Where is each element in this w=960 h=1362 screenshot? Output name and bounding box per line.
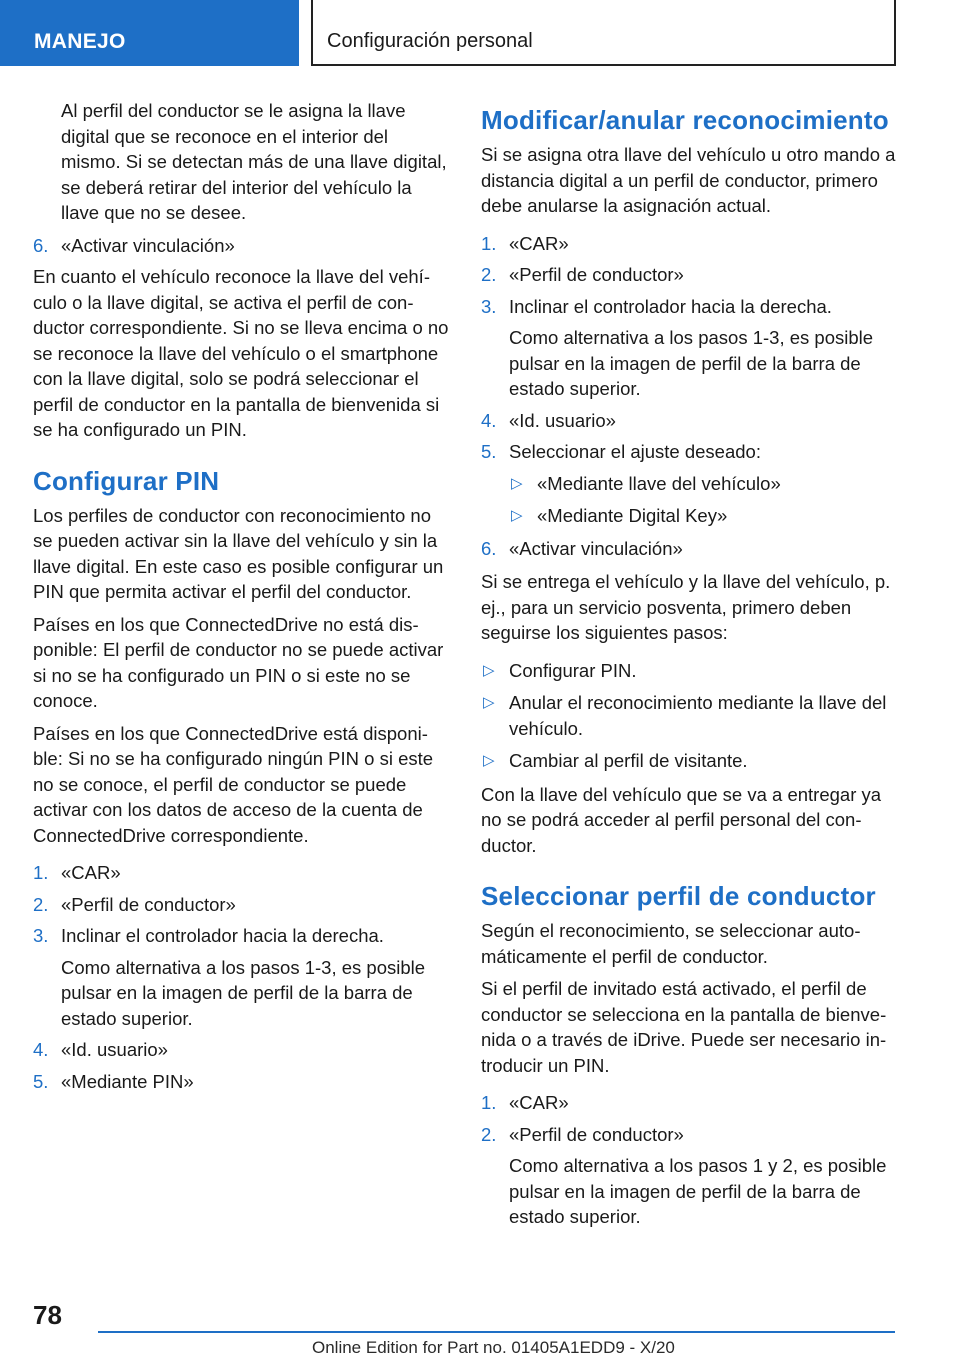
step-number: 6.	[33, 234, 49, 256]
step-number: 2.	[33, 893, 49, 915]
step-text: Seleccionar el ajuste deseado:	[509, 441, 761, 462]
list-item	[481, 262, 899, 288]
step-number: 4.	[481, 409, 497, 431]
paragraph: Países en los que ConnectedDrive no está disponible: El perfil de conductor no se puede activar si no se ha configurado un PIN o si este no se conoce.	[33, 613, 444, 711]
list-item	[481, 658, 899, 684]
paragraph: En cuanto el vehículo reconoce la llave del vehículo o la llave digital, se activa el perfil de conductor correspondiente. Si no se lleva encima o no se reconoce la llave del vehículo o el smartphone con la llave digital, solo se podrá seleccionar el perfil de conductor en la pantalla de bienvenida si se ha configurado un PIN.	[33, 266, 449, 440]
step-text: Inclinar el controlador hacia la derecha.	[61, 925, 384, 946]
step-text: «CAR»	[509, 1092, 569, 1113]
step-note: Como alternativa a los pasos 1-3, es posible pulsar en la imagen de perfil de la barra de estado superior.	[61, 956, 426, 1029]
step-text: «CAR»	[509, 232, 569, 254]
right-column	[481, 104, 899, 1238]
paragraph: Los perfiles de conductor con reconocimiento no se pueden activar sin la llave del vehículo y sin la llave digital. En este caso es posible configurar un PIN que permita activar el perfil del conductor.	[33, 504, 444, 602]
steps-list	[481, 1090, 899, 1230]
step-number: 1.	[481, 232, 497, 254]
triangle-right-icon: ▷	[483, 694, 495, 711]
paragraph: Si el perfil de invitado está activado, el perfil de conductor se selecciona en la pantalla de bienvenida o a través de iDrive. Puede ser necesario introducir un PIN.	[481, 978, 887, 1076]
paragraph: Países en los que ConnectedDrive está disponible: Si no se ha configurado ningún PIN o si este no se conoce, el perfil de conductor se puede activar con los datos de acceso de la cuenta de ConnectedDrive correspondiente.	[33, 722, 434, 846]
step-number: 1.	[481, 1092, 497, 1113]
list-item	[481, 408, 899, 434]
step-number: 3.	[481, 295, 497, 317]
paragraph: Si se asigna otra llave del vehículo u otro mando a distancia digital a un perfil de conductor, primero debe anularse la asignación actual.	[481, 144, 896, 216]
step-text: Inclinar el controlador hacia la derecha.	[509, 295, 832, 317]
list-item	[33, 860, 451, 886]
triangle-right-icon: ▷	[511, 474, 523, 492]
step-text: «CAR»	[61, 862, 121, 883]
step-text: «Id. usuario»	[509, 409, 616, 431]
list-item	[481, 1090, 899, 1116]
bullet-text: Anular el reconocimiento mediante la llave del vehículo.	[509, 692, 887, 739]
chapter-tab[interactable]: Configuración personal	[311, 0, 896, 66]
heading-seleccionar-perfil: Seleccionar perfil de conductor	[481, 881, 876, 911]
step-note: Como alternativa a los pasos 1-3, es posible pulsar en la imagen de perfil de la barra de estado superior.	[509, 327, 874, 399]
step-number: 4.	[33, 1039, 49, 1060]
paragraph: Según el reconocimiento, se seleccionar automáticamente el perfil de conductor.	[481, 920, 861, 967]
page-number: 78	[33, 1300, 62, 1330]
bullet-text: Configurar PIN.	[509, 659, 637, 681]
page-header	[0, 0, 960, 66]
bullet-text: «Mediante llave del vehículo»	[537, 472, 781, 494]
step-number: 2.	[481, 1123, 497, 1145]
list-item	[481, 231, 899, 257]
step-text: «Mediante PIN»	[61, 1070, 194, 1092]
bullet-list	[481, 658, 899, 774]
list-item	[509, 471, 899, 497]
list-item	[481, 690, 899, 741]
step-text: «Perfil de conductor»	[509, 264, 684, 285]
list-item	[481, 1122, 899, 1230]
step-text: «Activar vinculación»	[509, 537, 683, 559]
steps-list	[481, 231, 899, 562]
list-item	[481, 439, 899, 465]
triangle-right-icon: ▷	[483, 752, 495, 769]
paragraph: Si se entrega el vehículo y la llave del vehículo, p. ej., para un servicio posventa, primero deben seguirse los siguientes pasos:	[481, 571, 891, 643]
steps-list	[33, 860, 451, 1094]
left-column	[33, 98, 451, 1102]
section-tab[interactable]: MANEJO	[0, 0, 299, 66]
list-item	[33, 233, 451, 259]
step-number: 2.	[481, 264, 497, 285]
list-item	[481, 294, 899, 402]
step-text: «Perfil de conductor»	[509, 1123, 684, 1145]
list-item	[509, 503, 899, 529]
triangle-right-icon: ▷	[483, 661, 495, 679]
step-text: «Perfil de conductor»	[61, 893, 236, 915]
heading-configurar-pin: Configurar PIN	[33, 465, 220, 496]
list-item	[33, 1037, 451, 1063]
footer-edition: Online Edition for Part no. 01405A1EDD9 - X/20	[312, 1338, 675, 1357]
triangle-right-icon: ▷	[511, 507, 523, 524]
step-text: «Id. usuario»	[61, 1039, 168, 1060]
list-item	[33, 1069, 451, 1095]
heading-modificar-reconocimiento: Modificar/anular reconocimiento	[481, 105, 889, 135]
bullet-text: «Mediante Digital Key»	[537, 505, 728, 526]
bullet-text: Cambiar al perfil de visitante.	[509, 750, 748, 771]
paragraph: Con la llave del vehículo que se va a entregar ya no se podrá acceder al perfil personal del conductor.	[481, 783, 882, 856]
list-item	[481, 748, 899, 774]
list-item	[33, 892, 451, 918]
step-number: 6.	[481, 537, 497, 559]
step-number: 5.	[481, 441, 497, 462]
step-number: 5.	[33, 1070, 49, 1092]
footer-divider	[98, 1331, 895, 1333]
list-item	[33, 923, 451, 1031]
list-item	[481, 536, 899, 562]
step-number: 3.	[33, 925, 49, 946]
step-number: 1.	[33, 862, 49, 883]
intro-paragraph: Al perfil del conductor se le asigna la llave digital que se reconoce en el interior del mismo. Si se detectan más de una llave digital, se deberá retirar del interior del vehículo la llave que no se desee.	[61, 100, 447, 223]
step-note: Como alternativa a los pasos 1 y 2, es posible pulsar en la imagen de perfil de la barra de estado superior.	[509, 1155, 887, 1227]
step-text: «Activar vinculación»	[61, 234, 235, 256]
